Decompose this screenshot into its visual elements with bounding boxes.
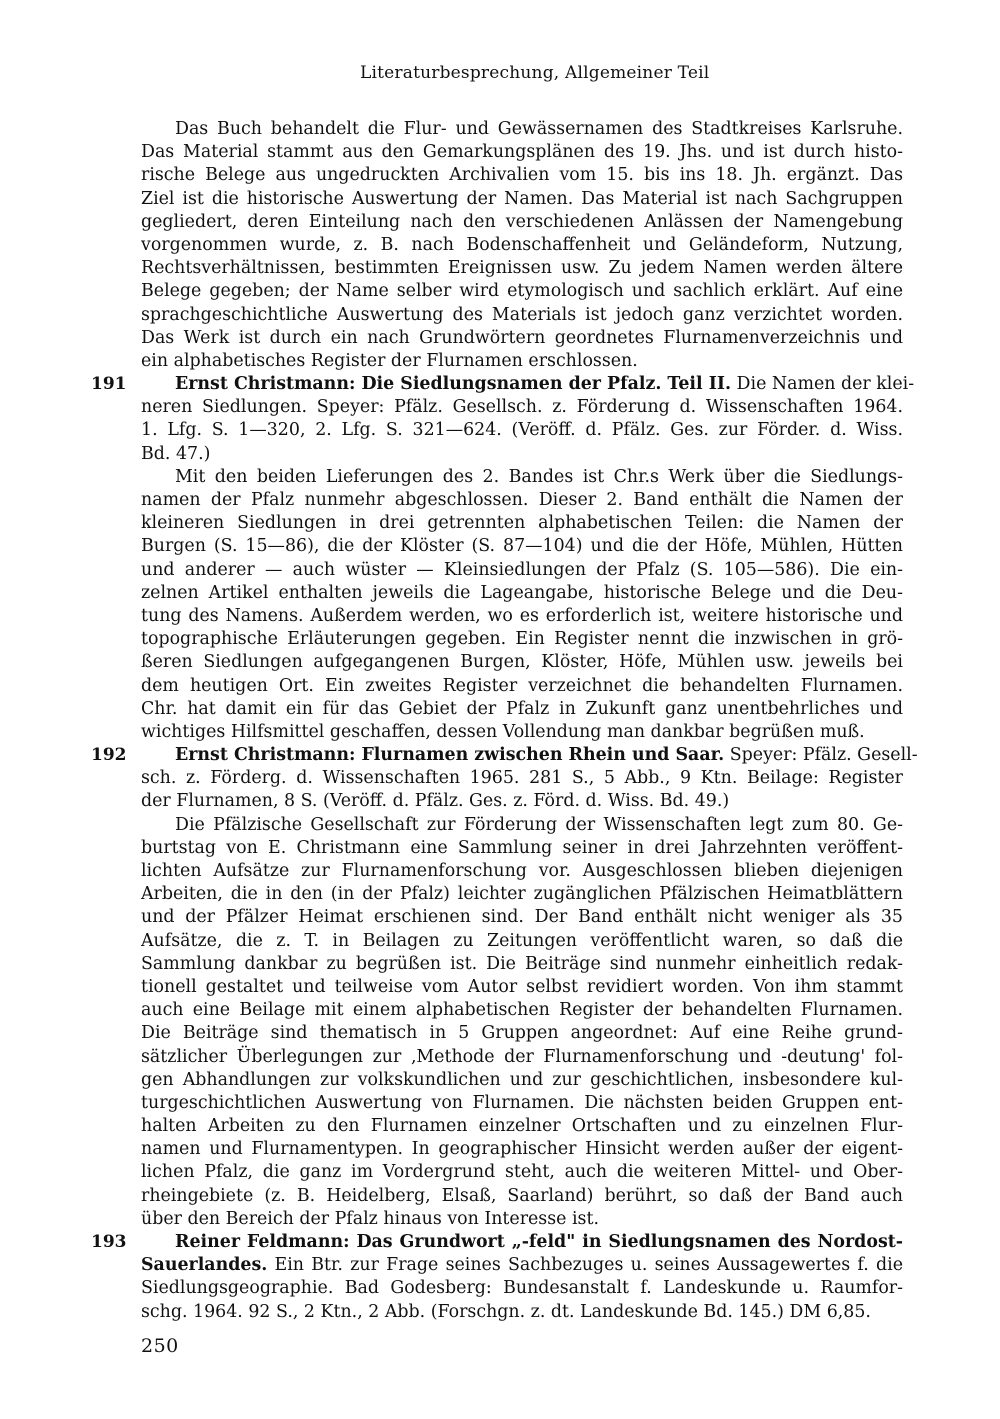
text-line: Mit den beiden Lieferungen des 2. Bandes ist Chr.s Werk über die Siedlungs- [175,466,903,487]
text-line: kleineren Siedlungen in drei getrennten alphabetischen Teilen: die Namen der [141,513,903,534]
entry-heading-line [91,1231,903,1254]
text-line: turgeschichtlichen Auswertung von Flurnamen. Die nächsten beiden Gruppen ent- [141,1092,903,1113]
text-line: Bd. 47.) [141,443,211,464]
text-line: vorgenommen wurde, z. B. nach Bodenschaffenheit und Geländeform, Nutzung, [141,234,903,255]
text-line: Arbeiten, die in den (in der Pfalz) leichter zugänglichen Pfälzischen Heimatblättern [141,884,903,905]
text-line: Sammlung dankbar zu begrüßen ist. Die Beiträge sind nunmehr einheitlich redak- [141,953,903,974]
text-line: topographische Erläuterungen gegeben. Ein Register nennt die inzwischen in grö- [141,629,903,650]
text-line: namen und Flurnamentypen. In geographischer Hinsicht werden außer der eigent- [141,1139,903,1160]
text-line: gen Abhandlungen zur volkskundlichen und zur geschichtlichen, insbesondere kul- [141,1069,903,1090]
text-line: sch. z. Förderg. d. Wissenschaften 1965. 281 S., 5 Abb., 9 Ktn. Beilage: Register [141,768,903,789]
text-line: gegliedert, deren Einteilung nach den verschiedenen Anlässen der Namengebung [141,211,903,232]
text-line: und der Pfälzer Heimat erschienen sind. Der Band enthält nicht weniger als 35 [141,907,903,928]
entry-title-continued: Sauerlandes. [141,1255,268,1276]
text-line: zelnen Artikel enthalten jeweils die Lageangabe, historische Belege und die Deu- [141,582,903,603]
entry-heading-line [91,373,915,396]
text-line: Siedlungsgeographie. Bad Godesberg: Bundesanstalt f. Landeskunde u. Raumfor- [141,1278,903,1299]
text-line: Das Buch behandelt die Flur- und Gewässernamen des Stadtkreises Karlsruhe. [175,119,903,139]
text-line: halten Arbeiten zu den Flurnamen einzelner Ortschaften und zu einzelnen Flur- [141,1116,903,1137]
text-line: Burgen (S. 15—86), die der Klöster (S. 87—104) und die der Höfe, Mühlen, Hütten [141,536,903,557]
entry-title: Ernst Christmann: Flurnamen zwischen Rhein und Saar. [175,745,725,766]
text-line: lichten Aufsätze zur Flurnamenforschung vor. Ausgeschlossen blieben diejenigen [141,861,903,881]
text-line: und anderer — auch wüster — Kleinsiedlungen der Pfalz (S. 105—586). Die ein- [141,559,903,580]
text-line: Ziel ist die historische Auswertung der Namen. Das Material ist nach Sachgruppen [141,188,903,209]
text-line: dem heutigen Ort. Ein zweites Register verzeichnet die behandelten Flurnamen. [141,675,903,696]
text-line: der Flurnamen, 8 S. (Veröff. d. Pfälz. Ges. z. Förd. d. Wiss. Bd. 49.) [141,791,730,812]
text-line: schg. 1964. 92 S., 2 Ktn., 2 Abb. (Forschgn. z. dt. Landeskunde Bd. 145.) DM 6,85. [141,1301,871,1322]
text-line: rische Belege aus ungedruckten Archivalien vom 15. bis ins 18. Jh. ergänzt. Das [141,165,903,186]
text-line: Rechtsverhältnissen, bestimmten Ereignissen usw. Zu jedem Namen werden ältere [141,258,903,279]
text-line: Belege gegeben; der Name selber wird etymologisch und sachlich erklärt. Auf eine [141,281,903,302]
text-line: über den Bereich der Pfalz hinaus von Interesse ist. [141,1208,599,1229]
text-line: Das Material stammt aus den Gemarkungsplänen des 19. Jhs. und ist durch histo- [141,142,903,163]
bibliography-entry-193 [91,1231,903,1324]
text-line: auch eine Beilage mit einem alphabetischen Register der behandelten Flurnamen. [141,1000,903,1021]
entry-title: Ernst Christmann: Die Siedlungsnamen der Pfalz. Teil II. [175,374,732,395]
text-line: ßeren Siedlungen aufgegangenen Burgen, Klöster, Höfe, Mühlen usw. jeweils bei [141,652,903,673]
entry-citation: Speyer: Pfälz. Gesell- [724,745,918,766]
page-body [91,118,918,1324]
text-line: wichtiges Hilfsmittel geschaffen, dessen Vollendung man dankbar begrüßen muß. [141,721,865,742]
text-line: Chr. hat damit ein für das Gebiet der Pfalz in Zukunft ganz unentbehrliches und [141,698,903,719]
text-line: tionell gestaltet und teilweise vom Autor selbst revidiert worden. Von ihm stammt [141,976,903,997]
text-line: lichen Pfalz, die ganz im Vordergrund steht, auch die weiteren Mittel- und Ober- [141,1162,903,1183]
bibliography-entry-192 [91,744,918,1231]
text-line: sprachgeschichtliche Auswertung des Materials ist jedoch ganz verzichtet worden. [141,304,903,325]
entry-heading-line [141,1254,903,1277]
text-line: Das Werk ist durch ein nach Grundwörtern geordnetes Flurnamenverzeichnis und [141,327,903,348]
text-line: Die Pfälzische Gesellschaft zur Förderung der Wissenschaften legt zum 80. Ge- [175,814,903,835]
intro-paragraph [141,118,903,373]
running-header: Literaturbesprechung, Allgemeiner Teil [360,63,710,83]
entry-number: 193 [91,1232,127,1252]
entry-number: 191 [91,374,127,395]
text-line: Die Beiträge sind thematisch in 5 Gruppen angeordnet: Auf eine Reihe grund- [141,1023,903,1044]
text-line: namen der Pfalz nunmehr abgeschlossen. Dieser 2. Band enthält die Namen der [141,490,903,510]
text-line: ein alphabetisches Register der Flurnamen erschlossen. [141,350,638,371]
page-number: 250 [141,1335,179,1357]
text-line: rheingebiete (z. B. Heidelberg, Elsaß, Saarland) berührt, so daß der Band auch [141,1185,903,1206]
bibliography-entry-191 [91,373,915,744]
entry-title: Reiner Feldmann: Das Grundwort „-feld" in Siedlungsnamen des Nordost- [175,1232,903,1252]
text-line: Aufsätze, die z. T. in Beilagen zu Zeitungen veröffentlicht waren, so daß die [141,930,903,951]
text-line: burtstag von E. Christmann eine Sammlung seiner in drei Jahrzehnten veröffent- [141,837,903,858]
text-line: 1. Lfg. S. 1—320, 2. Lfg. S. 321—624. (Veröff. d. Pfälz. Ges. zur Förder. d. Wiss. [141,420,903,441]
entry-number: 192 [91,745,127,766]
text-line: neren Siedlungen. Speyer: Pfälz. Gesellsch. z. Förderung d. Wissenschaften 1964. [141,397,903,418]
entry-citation: Die Namen der klei- [731,374,915,395]
entry-citation: Ein Btr. zur Frage seines Sachbezuges u. seines Aussagewertes f. die [267,1255,903,1276]
text-line: sätzlicher Überlegungen zur ‚Methode der Flurnamenforschung und -deutung' fol- [141,1046,903,1067]
entry-heading-line [91,744,918,767]
text-line: tung des Namens. Außerdem werden, wo es erforderlich ist, weitere historische und [141,605,903,626]
